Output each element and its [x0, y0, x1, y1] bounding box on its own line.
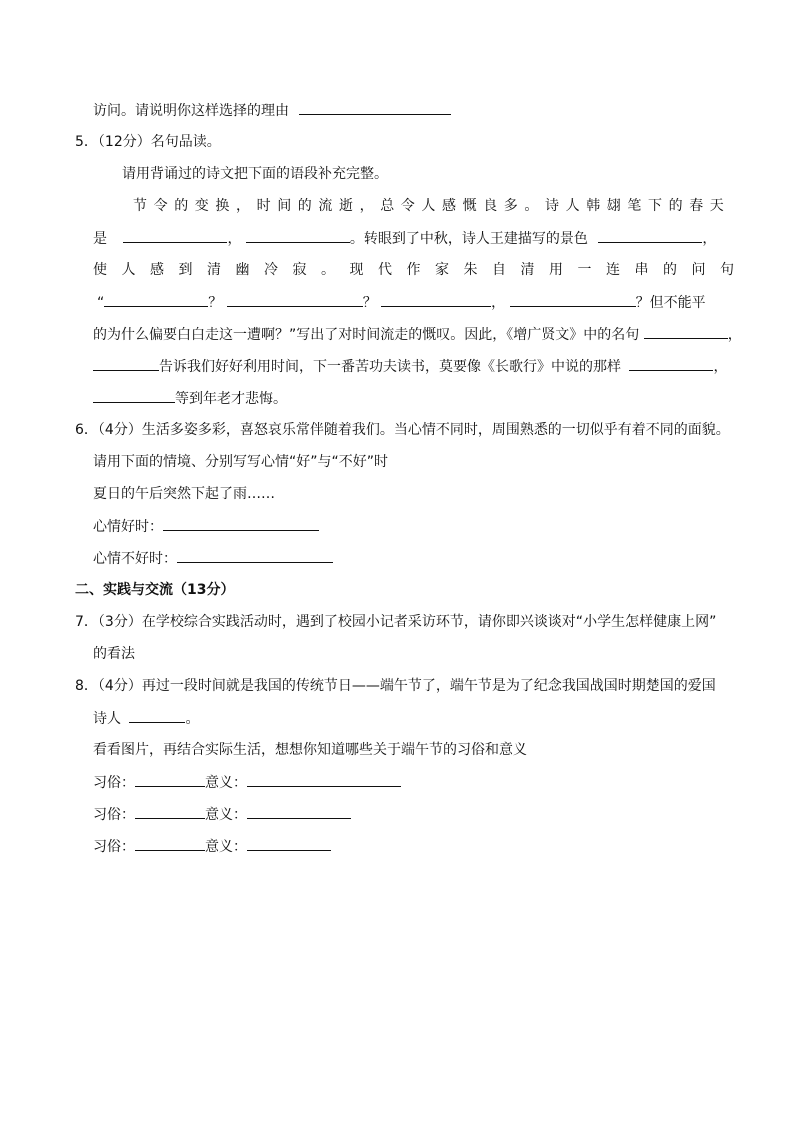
- q8-line-2: [93, 708, 199, 729]
- meaning-label: 意义：: [205, 839, 247, 855]
- q5-text: ，: [727, 327, 742, 343]
- answer-blank[interactable]: [246, 228, 350, 243]
- q5-text: ？但不能平: [635, 295, 706, 311]
- section-2-title: 二、实践与交流（13分）: [75, 582, 235, 598]
- answer-blank[interactable]: [644, 324, 728, 339]
- q5-text: ，: [702, 231, 717, 247]
- q5-text: ？: [208, 295, 223, 311]
- answer-blank[interactable]: [135, 772, 205, 787]
- answer-blank[interactable]: [93, 388, 175, 403]
- answer-blank[interactable]: [299, 100, 451, 115]
- answer-blank[interactable]: [247, 804, 351, 819]
- answer-blank[interactable]: [129, 708, 185, 723]
- q7-line-2: 的看法: [93, 646, 135, 662]
- q5-text: ？: [362, 295, 377, 311]
- q6-instruction: 请用下面的情境、分别写写心情“好”与“不好”时: [93, 454, 389, 470]
- q5-text: 告诉我们好好利用时间，下一番苦功夫读书，莫要像《长歌行》中说的那样: [159, 359, 621, 375]
- meaning-label: 意义：: [205, 807, 247, 823]
- q5-text: 等到年老才悲悔。: [175, 391, 287, 407]
- q8-custom-row-3: [93, 836, 331, 857]
- q6-good-label: 心情好时：: [93, 519, 163, 535]
- answer-blank[interactable]: [163, 516, 319, 531]
- answer-blank[interactable]: [135, 804, 205, 819]
- q5-text: “: [97, 295, 105, 311]
- q6-bad-label: 心情不好时：: [93, 551, 177, 567]
- q8-text: 诗人: [93, 711, 121, 727]
- meaning-label: 意义：: [205, 775, 247, 791]
- q5-paragraph-line-3: 使人感到清幽冷寂。现代作家朱自清用一连串的问句: [93, 262, 749, 278]
- answer-blank[interactable]: [510, 292, 636, 307]
- q6-scene: 夏日的午后突然下起了雨……: [93, 486, 275, 502]
- custom-label: 习俗：: [93, 775, 135, 791]
- q5-paragraph-line-5: [93, 324, 742, 345]
- q5-paragraph-line-4: [97, 292, 706, 313]
- answer-blank[interactable]: [598, 228, 702, 243]
- q8-instruction: 看看图片，再结合实际生活，想想你知道哪些关于端午节的习俗和意义: [93, 742, 527, 758]
- answer-blank[interactable]: [381, 292, 491, 307]
- answer-blank[interactable]: [227, 292, 363, 307]
- q7-line-1: 7．（3分）在学校综合实践活动时，遇到了校园小记者采访环节，请你即兴谈谈对“小学生怎样健康上网”: [75, 614, 717, 630]
- q5-paragraph-line-1: 节令的变换，时间的流逝，总令人感慨良多。诗人韩翃笔下的春天: [133, 198, 731, 214]
- answer-blank[interactable]: [629, 356, 713, 371]
- q4-tail-text: 访问。请说明你这样选择的理由: [93, 103, 289, 119]
- q5-text: ，: [491, 295, 506, 311]
- q5-instruction: 请用背诵过的诗文把下面的语段补充完整。: [122, 166, 388, 182]
- q5-paragraph-line-7: [93, 388, 287, 409]
- answer-blank[interactable]: [247, 772, 401, 787]
- q5-paragraph-line-2: [93, 228, 716, 249]
- q8-custom-row-2: [93, 804, 351, 825]
- q5-paragraph-line-6: [93, 356, 727, 377]
- q5-text: ，: [713, 359, 728, 375]
- custom-label: 习俗：: [93, 807, 135, 823]
- q5-text: 。转眼到了中秋，诗人王建描写的景色: [349, 231, 588, 247]
- q5-text: ，: [227, 231, 242, 247]
- answer-blank[interactable]: [104, 292, 208, 307]
- q5-text: 的为什么偏要白白走这一遭啊？”写出了对时间流走的慨叹。因此，《增广贤文》中的名句: [93, 327, 640, 343]
- custom-label: 习俗：: [93, 839, 135, 855]
- q6-bad-mood-line: [93, 548, 333, 569]
- answer-blank[interactable]: [135, 836, 205, 851]
- answer-blank[interactable]: [123, 228, 227, 243]
- answer-blank[interactable]: [177, 548, 333, 563]
- q5-header: 5．（12分）名句品读。: [75, 134, 221, 150]
- q5-text: 是: [93, 231, 107, 247]
- q8-line-1: 8．（4分）再过一段时间就是我国的传统节日——端午节了，端午节是为了纪念我国战国时期楚国的爱国: [75, 678, 716, 694]
- answer-blank[interactable]: [93, 356, 159, 371]
- q4-tail-line: [93, 100, 451, 121]
- q8-text: 。: [185, 711, 200, 727]
- q8-custom-row-1: [93, 772, 401, 793]
- answer-blank[interactable]: [247, 836, 331, 851]
- q6-good-mood-line: [93, 516, 319, 537]
- q6-header: 6．（4分）生活多姿多彩，喜怒哀乐常伴随着我们。当心情不同时，周围熟悉的一切似乎有着不同的面貌。: [75, 422, 730, 438]
